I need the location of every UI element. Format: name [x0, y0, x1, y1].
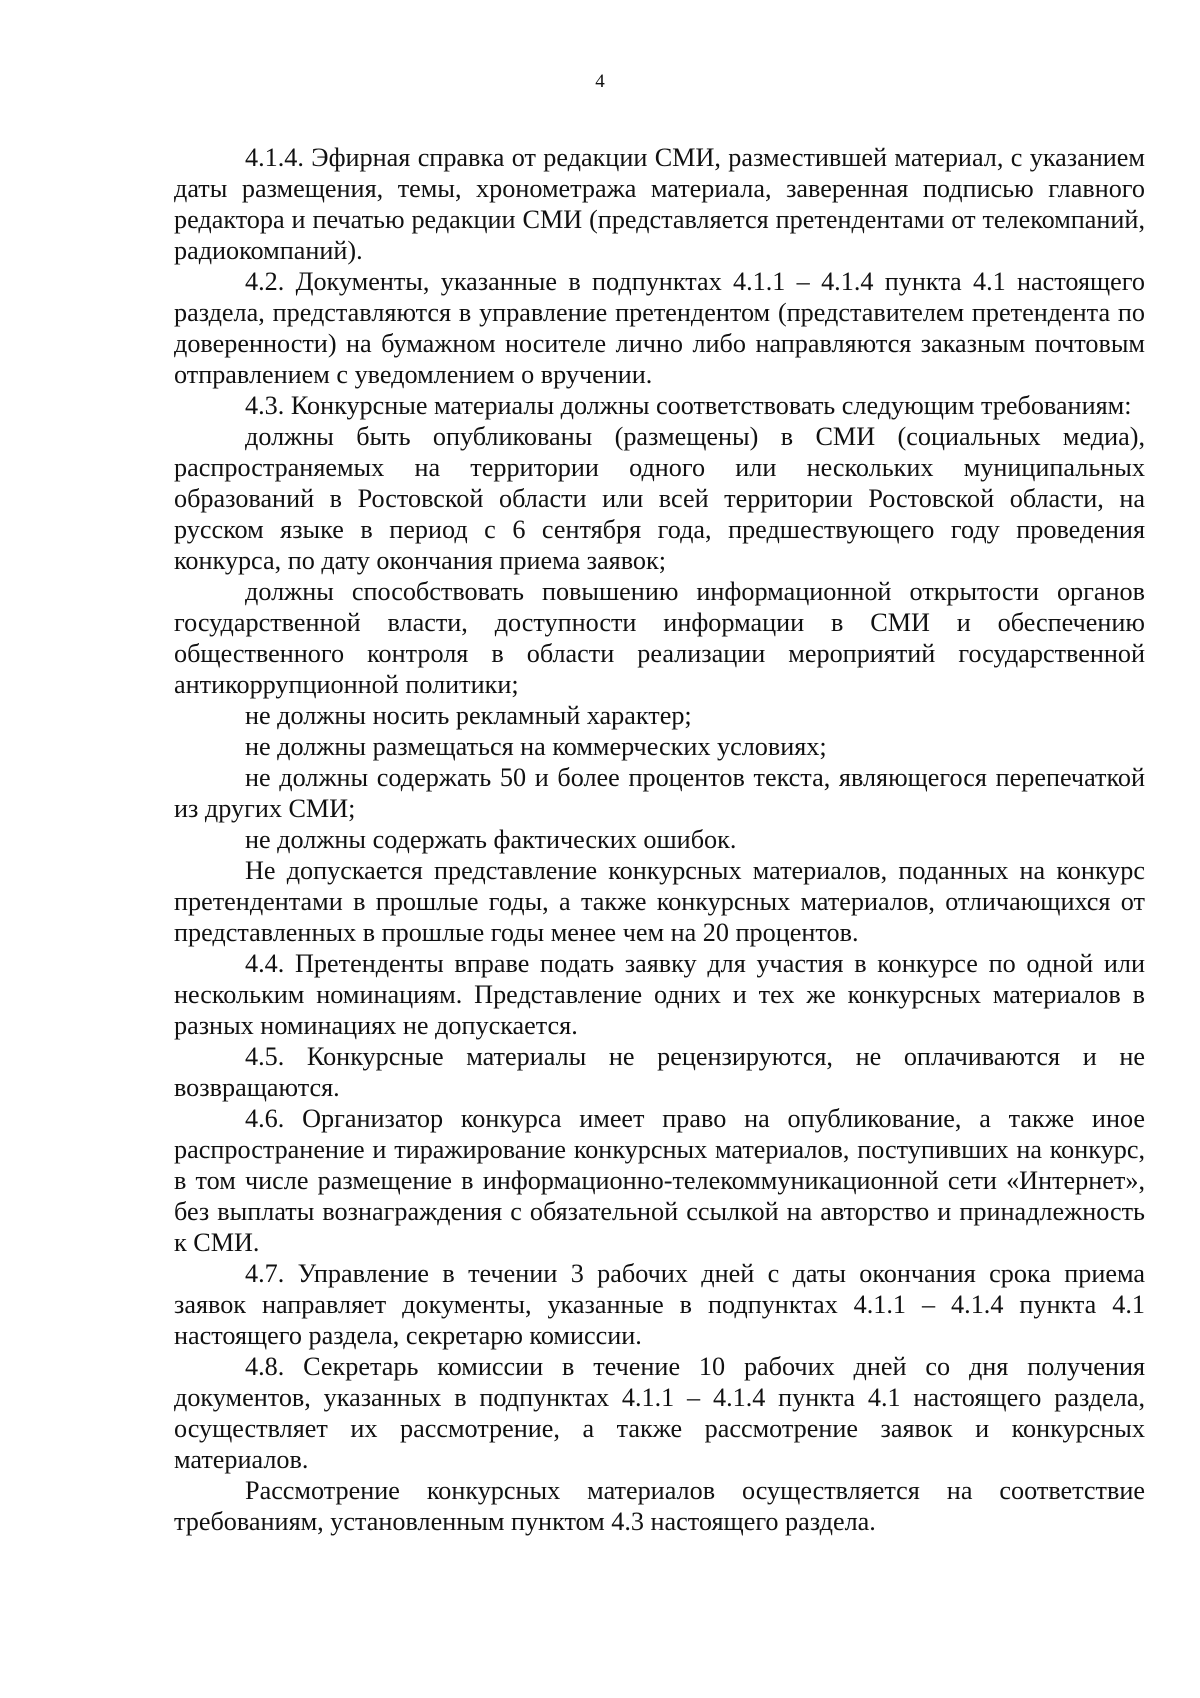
requirement-openness: должны способствовать повышению информационной открытости органов государственной власти, доступности информации в СМИ и обеспечению общественного контроля в области реализации мероприятий государственной антикоррупционной политики;: [174, 577, 1145, 699]
paragraph-review-criteria: Рассмотрение конкурсных материалов осуществляется на соответствие требованиям, установленным пунктом 4.3 настоящего раздела.: [174, 1476, 1145, 1536]
paragraph-4-8: 4.8. Секретарь комиссии в течение 10 рабочих дней со дня получения документов, указанных в подпунктах 4.1.1 – 4.1.4 пункта 4.1 настоящего раздела, осуществляет их рассмотрение, а также рассмотрение заявок и конкурсных материалов.: [174, 1352, 1145, 1474]
requirement-no-reprint: не должны содержать 50 и более процентов текста, являющегося перепечаткой из других СМИ;: [174, 763, 1145, 823]
requirement-no-advertising: не должны носить рекламный характер;: [245, 701, 692, 730]
paragraph-4-6: 4.6. Организатор конкурса имеет право на опубликование, а также иное распространение и тиражирование конкурсных материалов, поступивших на конкурс, в том числе размещение в информационно-телекоммуникационной сети «Интернет», без выплаты вознаграждения с обязательной ссылкой на авторство и принадлежность к СМИ.: [174, 1104, 1145, 1257]
requirement-no-commercial: не должны размещаться на коммерческих условиях;: [245, 732, 827, 761]
requirement-no-errors: не должны содержать фактических ошибок.: [245, 825, 737, 854]
requirement-published: должны быть опубликованы (размещены) в СМИ (социальных медиа), распространяемых на территории одного или нескольких муниципальных образований в Ростовской области или всей территории Ростовской области, на русском языке в период с 6 сентября года, предшествующего году проведения конкурса, по дату окончания приема заявок;: [174, 422, 1145, 575]
paragraph-4-4: 4.4. Претенденты вправе подать заявку для участия в конкурсе по одной или нескольким номинациям. Представление одних и тех же конкурсных материалов в разных номинациях не допускается.: [174, 949, 1145, 1040]
document-body: [174, 142, 1145, 1537]
page-number: 4: [595, 71, 605, 92]
paragraph-4-3: 4.3. Конкурсные материалы должны соответствовать следующим требованиям:: [245, 391, 1132, 420]
paragraph-4-1-4: 4.1.4. Эфирная справка от редакции СМИ, разместившей материал, с указанием даты размещения, темы, хронометража материала, заверенная подписью главного редактора и печатью редакции СМИ (представляется претендентами от телекомпаний, радиокомпаний).: [174, 143, 1145, 265]
paragraph-4-7: 4.7. Управление в течении 3 рабочих дней с даты окончания срока приема заявок направляет документы, указанные в подпунктах 4.1.1 – 4.1.4 пункта 4.1 настоящего раздела, секретарю комиссии.: [174, 1259, 1145, 1350]
paragraph-4-2: 4.2. Документы, указанные в подпунктах 4.1.1 – 4.1.4 пункта 4.1 настоящего раздела, представляются в управление претендентом (представителем претендента по доверенности) на бумажном носителе лично либо направляются заказным почтовым отправлением с уведомлением о вручении.: [174, 267, 1145, 389]
paragraph-4-5: 4.5. Конкурсные материалы не рецензируются, не оплачиваются и не возвращаются.: [174, 1042, 1145, 1102]
paragraph-prior-materials: Не допускается представление конкурсных материалов, поданных на конкурс претендентами в прошлые годы, а также конкурсных материалов, отличающихся от представленных в прошлые годы менее чем на 20 процентов.: [174, 856, 1145, 947]
